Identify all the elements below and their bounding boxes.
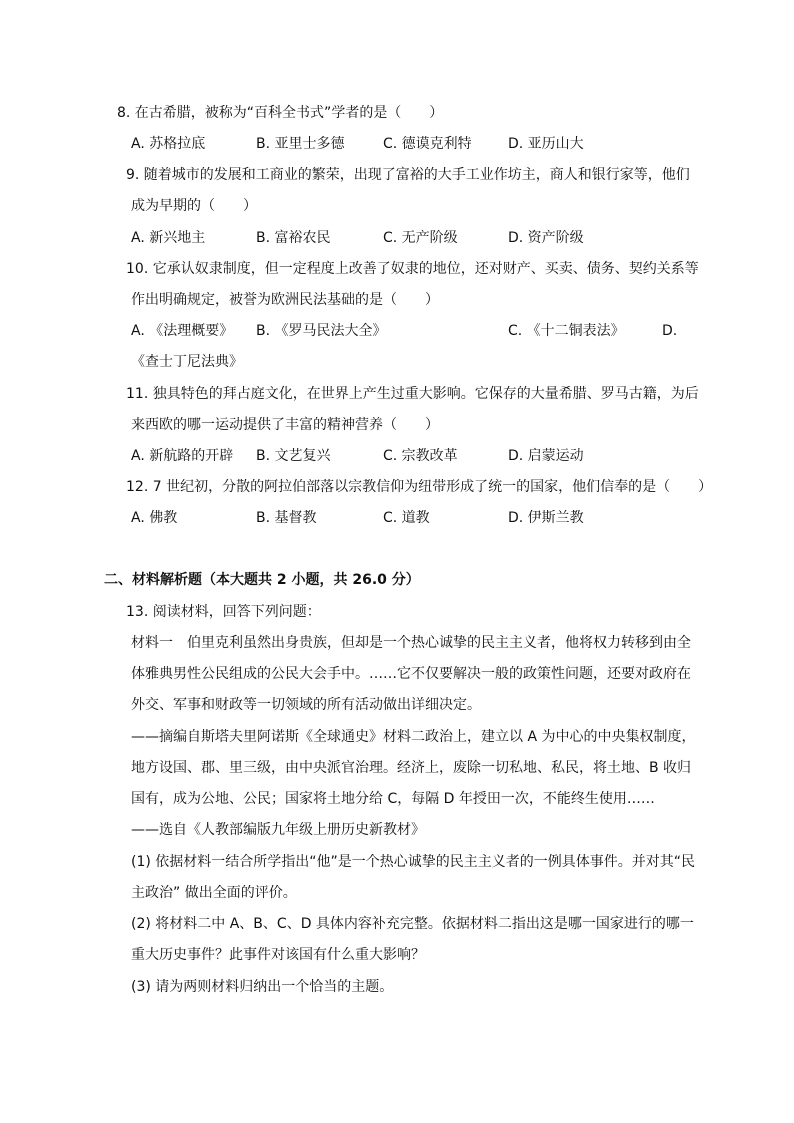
q13-intro: 13. 阅读材料，回答下列问题：	[126, 604, 321, 620]
q9-stem-line1: 9. 随着城市的发展和工商业的繁荣，出现了富裕的大手工业作坊主，商人和银行家等，他们	[126, 167, 690, 183]
q8-option-b: B. 亚里士多德	[256, 136, 345, 152]
q10-option-a: A. 《法理概要》	[131, 323, 234, 339]
q13-material1-line3: 外交、军事和财政等一切领域的所有活动做出详细决定。	[131, 697, 481, 713]
q12-option-a: A. 佛教	[131, 510, 178, 526]
q9-option-a: A. 新兴地主	[131, 230, 206, 246]
q8-option-d: D. 亚历山大	[508, 136, 584, 152]
q10-stem-line1: 10. 它承认奴隶制度，但一定程度上改善了奴隶的地位，还对财产、买卖、债务、契约关系等	[126, 261, 699, 277]
q8-stem: 8. 在古希腊，被称为“百科全书式”学者的是（ ）	[117, 105, 444, 121]
q10-option-d-text: 《查士丁尼法典》	[131, 354, 243, 370]
q13-material2-source: ——选自《人教部编版九年级上册历史新教材》	[131, 822, 425, 838]
q13-sub1-line1: (1) 依据材料一结合所学指出“他”是一个热心诚挚的民主主义者的一例具体事件。并对其“民	[131, 854, 696, 870]
q13-material2-line3: 国有，成为公地、公民；国家将土地分给 C，每隔 D 年授田一次，不能终生使用……	[131, 791, 655, 807]
q13-material1-line1: 材料一 伯里克利虽然出身贵族，但却是一个热心诚挚的民主主义者，他将权力转移到由全	[131, 635, 691, 651]
q13-material1-line2: 体雅典男性公民组成的公民大会手中。……它不仅要解决一般的政策性问题，还要对政府在	[131, 666, 691, 682]
q11-option-a: A. 新航路的开辟	[131, 448, 234, 464]
q11-option-c: C. 宗教改革	[383, 448, 458, 464]
q10-option-b: B. 《罗马民法大全》	[256, 323, 387, 339]
q13-sub2-line2: 重大历史事件？此事件对该国有什么重大影响？	[131, 947, 425, 963]
q12-option-c: C. 道教	[383, 510, 430, 526]
q13-sub3: (3) 请为两则材料归纳出一个恰当的主题。	[131, 979, 394, 995]
q10-stem-line2: 作出明确规定，被誉为欧洲民法基础的是（ ）	[131, 292, 439, 308]
q9-stem-line2: 成为早期的（ ）	[131, 198, 257, 214]
q13-sub2-line1: (2) 将材料二中 A、B、C、D 具体内容补充完整。依据材料二指出这是哪一国家进行的哪一	[131, 916, 694, 932]
q11-option-d: D. 启蒙运动	[508, 448, 584, 464]
q9-option-d: D. 资产阶级	[508, 230, 584, 246]
q11-stem-line2: 来西欧的哪一运动提供了丰富的精神营养（ ）	[131, 417, 439, 433]
q13-material2-line2: 地方设国、郡、里三级，由中央派官治理。经济上，废除一切私地、私民，将土地、B 收归	[131, 760, 692, 776]
q11-option-b: B. 文艺复兴	[256, 448, 331, 464]
q8-option-c: C. 德谟克利特	[383, 136, 472, 152]
q12-stem: 12. 7 世纪初，分散的阿拉伯部落以宗教信仰为纽带形成了统一的国家，他们信奉的是（ ）	[126, 479, 713, 495]
q12-option-d: D. 伊斯兰教	[508, 510, 584, 526]
q10-option-d-label: D.	[662, 323, 678, 339]
q13-sub1-line2: 主政治” 做出全面的评价。	[131, 885, 297, 901]
q12-option-b: B. 基督教	[256, 510, 317, 526]
q11-stem-line1: 11. 独具特色的拜占庭文化，在世界上产生过重大影响。它保存的大量希腊、罗马古籍，为后	[126, 386, 699, 402]
q10-option-c: C. 《十二铜表法》	[508, 323, 625, 339]
q9-option-b: B. 富裕农民	[256, 230, 331, 246]
q13-material-source-line: ——摘编自斯塔夫里阿诺斯《全球通史》材料二政治上，建立以 A 为中心的中央集权制度，	[131, 729, 696, 745]
q9-option-c: C. 无产阶级	[383, 230, 458, 246]
section-heading: 二、材料解析题（本大题共 2 小题，共 26.0 分）	[104, 572, 420, 588]
q8-option-a: A. 苏格拉底	[131, 136, 206, 152]
